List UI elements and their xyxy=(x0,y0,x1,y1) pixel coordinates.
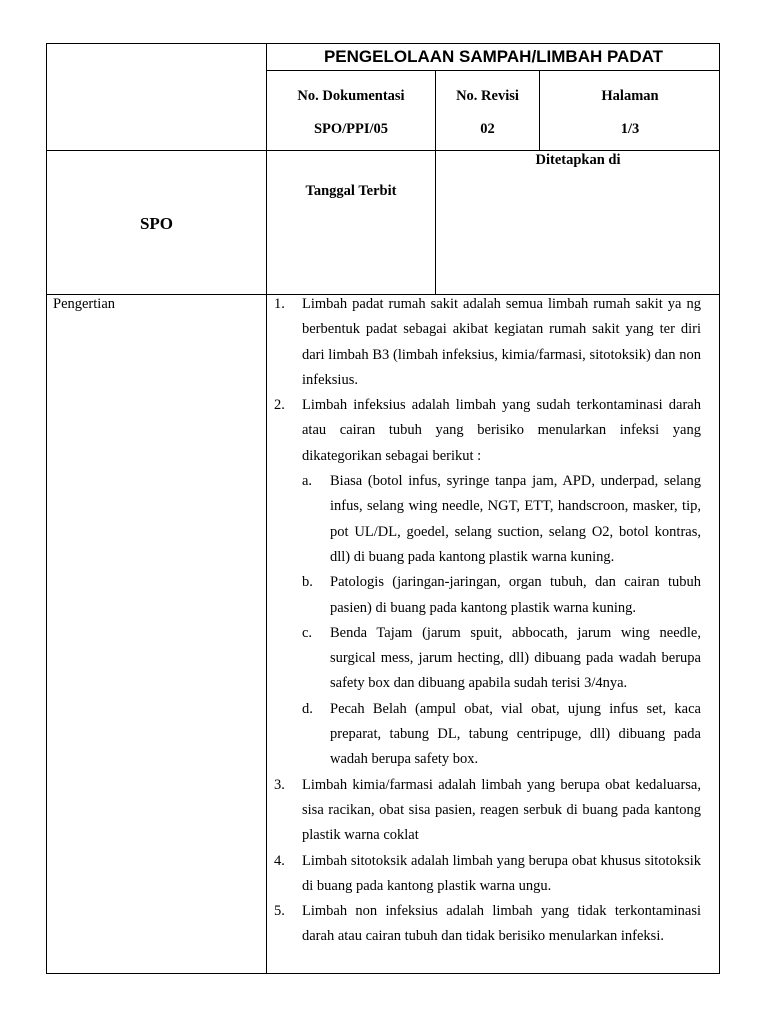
item-number: 4. xyxy=(274,852,285,869)
divider xyxy=(266,70,720,71)
item-number: 1. xyxy=(274,296,285,312)
sub-list-item xyxy=(302,570,701,621)
item-text: Limbah kimia/farmasi adalah limbah yang berupa obat kedaluarsa, sisa racikan, obat sisa pasien, reagen serbuk di buang pada kantong plastik warna coklat xyxy=(302,776,701,844)
section-label: Pengertian xyxy=(53,296,116,312)
document-title: PENGELOLAAN SAMPAH/LIMBAH PADAT xyxy=(323,47,664,66)
page-value: 1/3 xyxy=(620,121,640,137)
item-text: Limbah sitotoksik adalah limbah yang berupa obat khusus sitotoksik di buang pada kantong plastik warna ungu. xyxy=(302,852,701,894)
set-in-label: Ditetapkan di xyxy=(535,152,621,168)
sub-list-item xyxy=(302,469,701,570)
item-number: 5. xyxy=(274,903,285,920)
list-item xyxy=(274,899,701,950)
list-item xyxy=(274,849,701,900)
item-text: Limbah infeksius adalah limbah yang sudah terkontaminasi darah atau cairan tubuh yang berisiko menularkan infeksi yang dikategorikan sebagai berikut : xyxy=(302,397,701,464)
issue-date-label: Tanggal Terbit xyxy=(305,183,397,199)
sub-list xyxy=(302,469,701,773)
sub-list-item xyxy=(302,697,701,773)
revision-label: No. Revisi xyxy=(456,88,519,104)
revision-value: 02 xyxy=(480,121,495,137)
sub-item-letter: d. xyxy=(302,700,313,717)
item-number: 2. xyxy=(274,397,285,414)
sub-item-text: Biasa (botol infus, syringe tanpa jam, APD, underpad, selang infus, selang wing needle, NGT, ETT, handscroon, masker, tip, pot UL/DL, goedel, selang suction, selang O2, botol kontras, dll) di buang pada kantong plastik warna kuning. xyxy=(330,473,701,565)
sub-list-item xyxy=(302,621,701,697)
spo-label: SPO xyxy=(139,214,174,233)
sub-item-text: Patologis (jaringan-jaringan, organ tubuh, dan cairan tubuh pasien) di buang pada kantong plastik warna kuning. xyxy=(330,574,701,616)
sub-item-text: Benda Tajam (jarum spuit, abbocath, jarum wing needle, surgical mess, jarum hecting, dll) dibuang pada wadah berupa safety box dan dibuang apabila sudah terisi 3/4nya. xyxy=(330,624,701,692)
list-item xyxy=(274,393,701,772)
sub-item-letter: c. xyxy=(302,624,313,641)
item-text: Limbah non infeksius adalah limbah yang tidak terkontaminasi darah atau cairan tubuh dan tidak berisiko menularkan infeksi. xyxy=(302,903,701,945)
sub-item-text: Pecah Belah (ampul obat, vial obat, ujung infus set, kaca preparat, tabung DL, tabung centripuge, dll) dibuang pada wadah berupa safety box. xyxy=(330,700,701,768)
divider xyxy=(46,150,720,151)
sub-item-letter: a. xyxy=(302,473,313,490)
item-number: 3. xyxy=(274,776,285,793)
doc-number-value: SPO/PPI/05 xyxy=(313,121,389,137)
page-label: Halaman xyxy=(601,88,659,104)
divider xyxy=(539,70,540,150)
definition-list xyxy=(274,292,701,950)
list-item xyxy=(274,773,701,849)
doc-number-label: No. Dokumentasi xyxy=(297,88,405,104)
item-text: Limbah padat rumah sakit adalah semua limbah rumah sakit ya ng berbentuk padat sebagai akibat kegiatan rumah sakit yang ter diri dari limbah B3 (limbah infeksius, kimia/farmasi, sitotoksik) dan non infeksius. xyxy=(302,296,701,388)
sub-item-letter: b. xyxy=(302,574,313,591)
list-item xyxy=(274,292,701,393)
